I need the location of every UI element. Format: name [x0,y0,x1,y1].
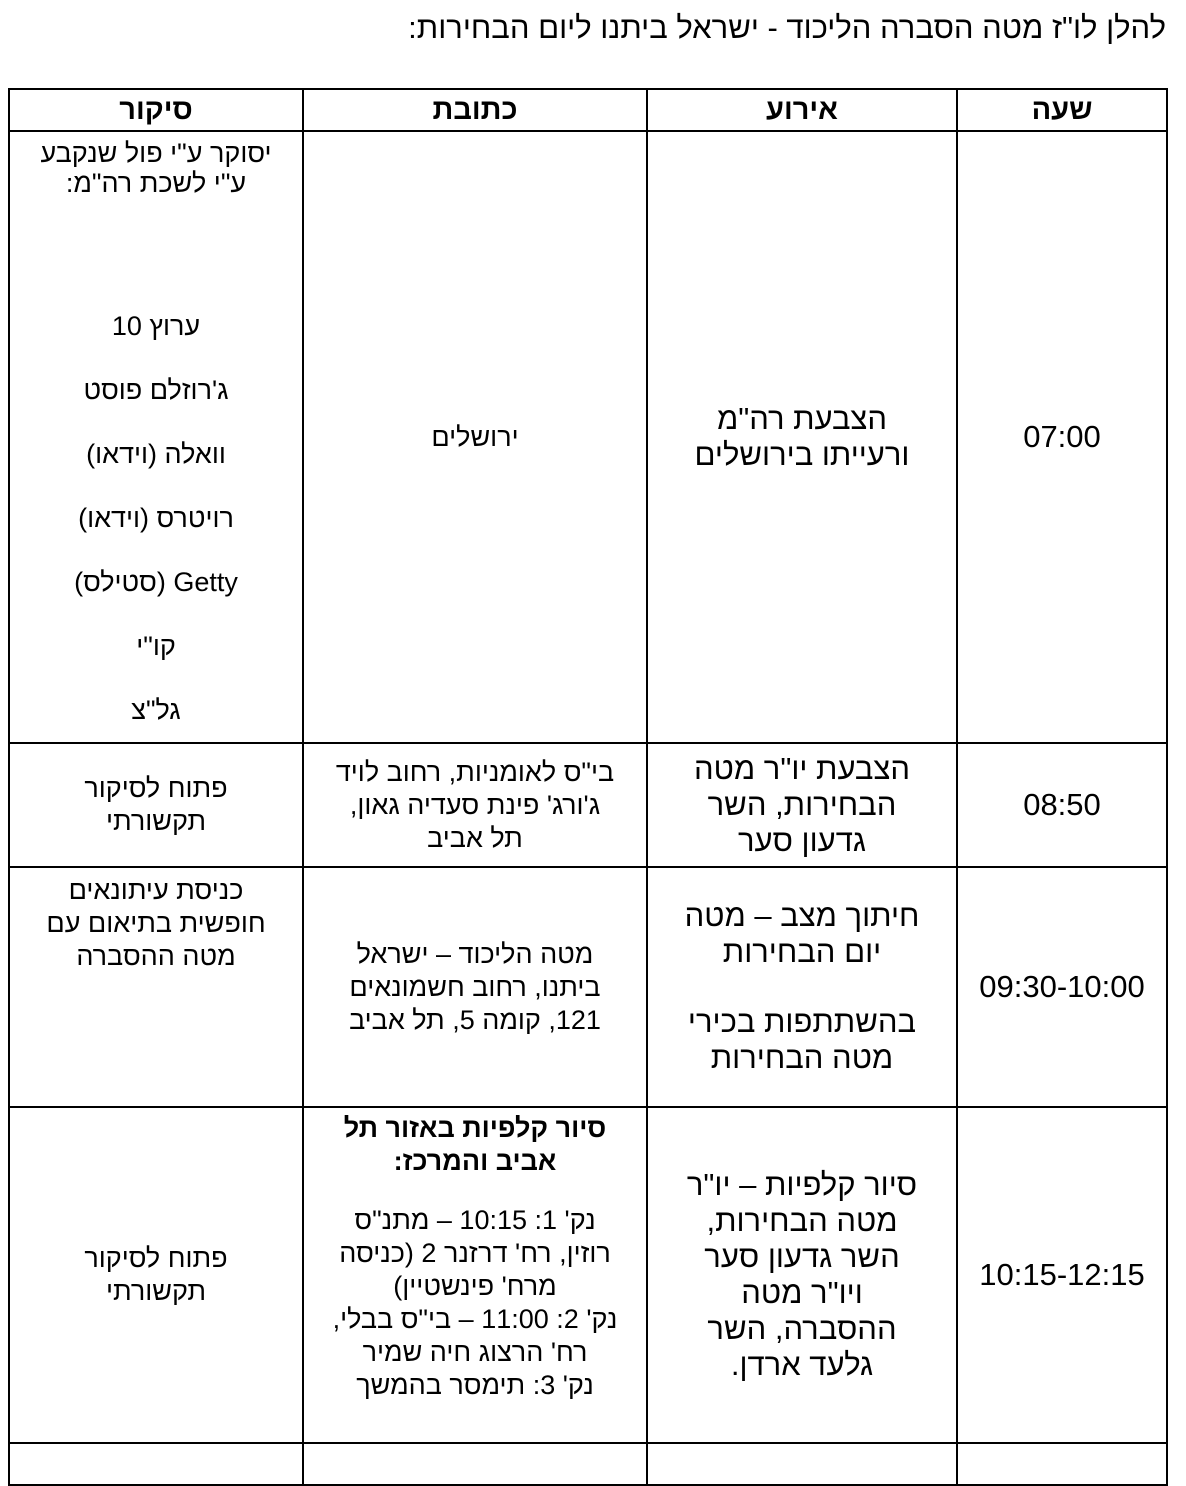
coverage-line: חופשית בתיאום עם [46,908,266,938]
table-row [9,131,1167,743]
coverage-cell [9,867,303,1107]
table-header-row [9,89,1167,131]
schedule-table [8,88,1168,1486]
time-text: 08:50 [1023,787,1101,822]
list-item: ג'רוזלם פוסט [83,375,229,405]
list-item: קו"י [136,631,176,661]
event-cell [647,743,957,867]
event-line: ויו"ר מטה [741,1275,863,1310]
event-line: ורעייתו בירושלים [694,437,910,472]
coverage-cell [9,1443,303,1485]
event-line: יום הבחירות [722,934,882,969]
address-line: 121, קומה 5, תל אביב [349,1004,601,1035]
address-line: מטה הליכוד – ישראל [356,938,594,969]
event-cell [647,867,957,1107]
event-line: בהשתתפות בכירי [687,1004,917,1039]
event-cell [647,131,957,743]
address-line: תל אביב [427,822,523,853]
coverage-line: ע"י לשכת רה"מ: [65,168,247,198]
event-line: חיתוך מצב – מטה [684,898,920,933]
coverage-line: פתוח לסיקור [84,1243,228,1273]
address-line: מרח' פינשטיין) [393,1271,557,1301]
list-item: וואלה (וידאו) [86,439,226,469]
time-cell [957,1443,1167,1485]
header-address: כתובת [303,89,647,131]
address-cell [303,867,647,1107]
time-cell [957,743,1167,867]
coverage-cell [9,1107,303,1443]
coverage-line: תקשורתי [105,806,207,836]
list-item: רויטרס (וידאו) [78,503,234,533]
paragraph-gap [654,970,950,1004]
coverage-line: יסוקר ע"י פול שנקבע [40,138,272,168]
coverage-cell [9,743,303,867]
coverage-line: מטה ההסברה [76,941,236,971]
document-title: להלן לו"ז מטה הסברה הליכוד - ישראל ביתנו ליום הבחירות: [408,10,1166,45]
coverage-cell [9,131,303,743]
event-cell [647,1107,957,1443]
list-item: Getty (סטילס) [74,567,238,597]
address-line: ירושלים [431,421,519,452]
tour-heading-line: אביב והמרכז: [393,1146,557,1176]
address-line: ביתנו, רחוב חשמונאים [349,971,601,1002]
table-row-partial [9,1443,1167,1485]
event-line: הצבעת יו"ר מטה [693,751,910,786]
tour-heading-line: סיור קלפיות באזור תל [343,1113,607,1143]
event-cell [647,1443,957,1485]
time-cell [957,867,1167,1107]
address-cell [303,743,647,867]
tour-heading [310,1112,640,1178]
list-item: ערוץ 10 [111,311,201,341]
address-line: ג'ורג' פינת סעדיה גאון, [349,789,601,820]
address-cell [303,1443,647,1485]
table-row [9,743,1167,867]
address-cell [303,131,647,743]
header-time: שעה [957,89,1167,131]
address-cell [303,1107,647,1443]
coverage-line: תקשורתי [105,1276,207,1306]
address-line: בי"ס לאומניות, רחוב לויד [335,756,615,787]
address-line: רוזין, רח' דרזנר 2 (כניסה [339,1238,611,1268]
event-line: מטה הבחירות [710,1040,894,1075]
event-line: הצבעת רה"מ [716,401,888,436]
time-cell [957,1107,1167,1443]
event-line: מטה הבחירות, [706,1203,898,1238]
time-text: 07:00 [1023,419,1101,454]
time-text: 09:30-10:00 [979,969,1145,1004]
table-row [9,867,1167,1107]
list-item: גל"צ [131,695,181,725]
header-event: אירוע [647,89,957,131]
event-line: סיור קלפיות – יו"ר [686,1167,918,1202]
time-text: 10:15-12:15 [979,1257,1145,1292]
event-line: ההסברה, השר [707,1311,897,1346]
address-line: נק' 1: 10:15 – מתנ"ס [354,1205,596,1235]
header-coverage: סיקור [9,89,303,131]
coverage-outlet-list [16,294,296,742]
event-line: גדעון סער [738,823,866,858]
time-cell [957,131,1167,743]
coverage-line: פתוח לסיקור [84,773,228,803]
event-line: הבחירות, השר [707,787,897,822]
table-row [9,1107,1167,1443]
coverage-intro [16,138,296,198]
coverage-line: כניסת עיתונאים [68,875,244,905]
event-line: גלעד ארדן. [730,1347,874,1382]
address-line: נק' 3: תימסר בהמשך [356,1370,594,1400]
event-line: השר גדעון סער [704,1239,900,1274]
address-line: רח' הרצוג חיה שמיר [362,1337,588,1367]
address-line: נק' 2: 11:00 – בי"ס בבלי, [332,1304,618,1334]
